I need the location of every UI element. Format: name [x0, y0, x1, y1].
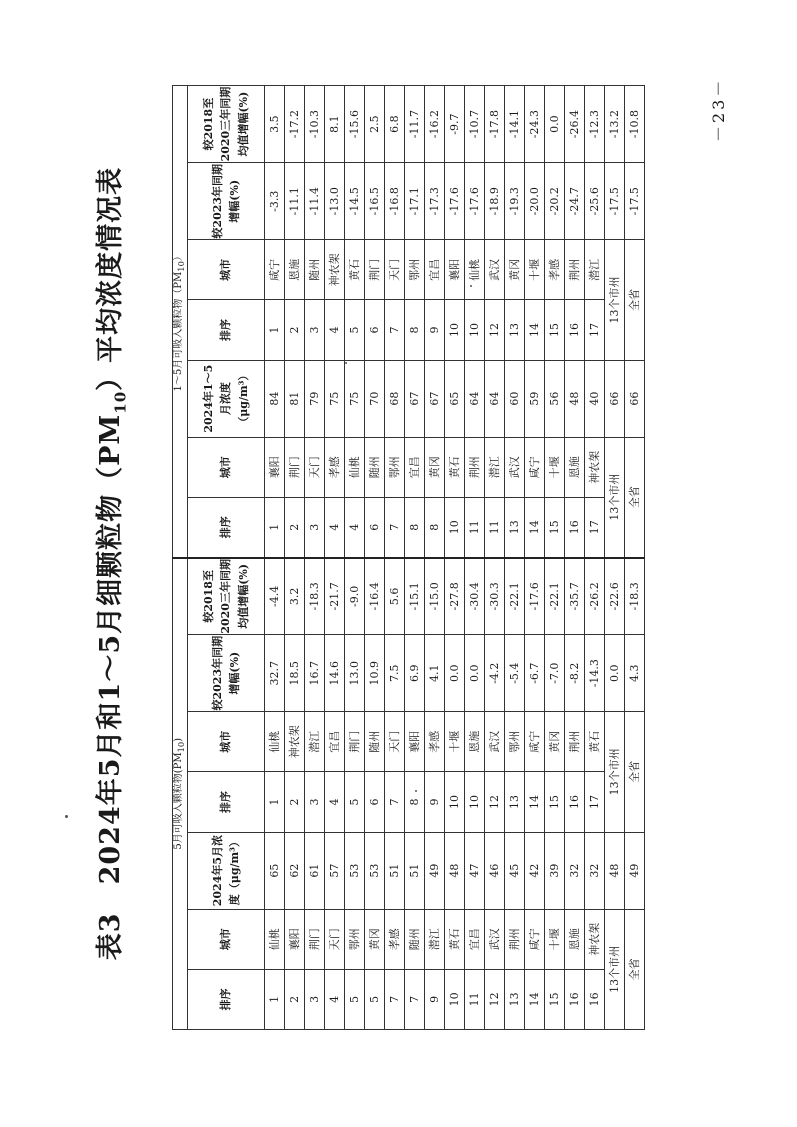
- city-cell: 鄂州: [505, 712, 525, 772]
- table-title: 表3 2024年5月和1～5月细颗粒物$(PM_{10})$平均浓度情况表: [95, 166, 130, 961]
- yoy-change-cell: -3.3: [265, 163, 285, 240]
- table-row: [385, 86, 405, 1030]
- city-cell: 仙桃: [265, 712, 285, 772]
- rank-cell: 3: [305, 497, 325, 557]
- concentration-cell: 48: [605, 832, 625, 909]
- city-cell: 潜江: [485, 437, 505, 497]
- yoy-change-cell: -14.5: [345, 163, 365, 240]
- rank-cell: 13: [505, 300, 525, 360]
- city-cell: 黄冈: [365, 909, 385, 969]
- rank-cell: 12: [485, 772, 505, 832]
- rank-cell: 7: [385, 497, 405, 557]
- rank-cell: 8: [405, 772, 425, 832]
- city-cell: 荆门: [365, 240, 385, 300]
- yoy-change-cell: 32.7: [265, 635, 285, 712]
- concentration-cell: 61: [305, 832, 325, 909]
- base-change-cell: -30.3: [485, 558, 505, 635]
- header-rank: 排序: [188, 969, 265, 1029]
- yoy-change-cell: -4.2: [485, 635, 505, 712]
- rank-cell: 16: [585, 969, 605, 1029]
- summary-label: 13个市州: [605, 437, 625, 557]
- concentration-cell: 40: [585, 360, 605, 437]
- base-change-cell: -30.4: [465, 558, 485, 635]
- header-yoy: 较2023年同期增幅(%): [188, 163, 265, 240]
- table-row: [585, 86, 605, 1030]
- concentration-cell: 67: [405, 360, 425, 437]
- header-rank: 排序: [188, 300, 265, 360]
- rank-cell: 14: [525, 969, 545, 1029]
- base-change-cell: -27.8: [445, 558, 465, 635]
- concentration-cell: 59: [525, 360, 545, 437]
- rank-cell: 1: [265, 300, 285, 360]
- rank-cell: 5: [345, 969, 365, 1029]
- yoy-change-cell: -14.3: [585, 635, 605, 712]
- base-change-cell: -22.1: [505, 558, 525, 635]
- yoy-change-cell: 6.9: [405, 635, 425, 712]
- rank-cell: 4: [325, 969, 345, 1029]
- base-change-cell: -16.2: [425, 86, 445, 163]
- city-cell: 襄阳: [445, 240, 465, 300]
- city-cell: 武汉: [505, 437, 525, 497]
- header-base: 较2018至2020三年同期均值增幅(%): [188, 558, 265, 635]
- table-row: [345, 86, 365, 1030]
- summary-row: [605, 86, 625, 1030]
- city-cell: 十堰: [545, 909, 565, 969]
- city-cell: 黄冈: [505, 240, 525, 300]
- table-row: [565, 86, 585, 1030]
- yoy-change-cell: 0.0: [465, 635, 485, 712]
- rank-cell: 3: [305, 772, 325, 832]
- city-cell: 潜江: [585, 240, 605, 300]
- rank-cell: 16: [565, 497, 585, 557]
- rank-cell: 3: [305, 969, 325, 1029]
- rank-cell: 9: [425, 772, 445, 832]
- rank-cell: 12: [485, 969, 505, 1029]
- rank-cell: 12: [485, 300, 505, 360]
- yoy-change-cell: 0.0: [445, 635, 465, 712]
- city-cell: 潜江: [305, 712, 325, 772]
- rank-cell: 17: [585, 497, 605, 557]
- yoy-change-cell: -17.5: [625, 163, 645, 240]
- city-cell: 黄石: [445, 437, 465, 497]
- city-cell: 仙桃: [465, 240, 485, 300]
- city-cell: 宜昌: [425, 240, 445, 300]
- header-conc-ytd: 2024年1～5月浓度（μg/m³）: [188, 360, 265, 437]
- table-row: [485, 86, 505, 1030]
- concentration-cell: 42: [525, 832, 545, 909]
- rank-cell: 10: [445, 300, 465, 360]
- rank-cell: 5: [345, 300, 365, 360]
- base-change-cell: -22.6: [605, 558, 625, 635]
- rank-cell: 8: [405, 497, 425, 557]
- rank-cell: 10: [465, 300, 485, 360]
- city-cell: 黄石: [585, 712, 605, 772]
- city-cell: 神农架: [285, 712, 305, 772]
- rank-cell: 9: [425, 300, 445, 360]
- base-change-cell: -10.8: [625, 86, 645, 163]
- rank-cell: 10: [445, 497, 465, 557]
- concentration-cell: 57: [325, 832, 345, 909]
- city-cell: 孝感: [425, 712, 445, 772]
- yoy-change-cell: -7.0: [545, 635, 565, 712]
- city-cell: 宜昌: [405, 437, 425, 497]
- city-cell: 鄂州: [385, 437, 405, 497]
- city-cell: 神农架: [325, 240, 345, 300]
- table-row: [545, 86, 565, 1030]
- concentration-cell: 49: [625, 832, 645, 909]
- city-cell: 咸宁: [525, 437, 545, 497]
- rank-cell: 14: [525, 300, 545, 360]
- city-cell: 荆门: [305, 909, 325, 969]
- city-cell: 黄石: [445, 909, 465, 969]
- base-change-cell: 5.6: [385, 558, 405, 635]
- rank-cell: 10: [445, 969, 465, 1029]
- pm10-table: [172, 85, 645, 1030]
- yoy-change-cell: -17.5: [605, 163, 625, 240]
- yoy-change-cell: -17.6: [465, 163, 485, 240]
- yoy-change-cell: -13.0: [325, 163, 345, 240]
- rank-cell: 13: [505, 969, 525, 1029]
- yoy-change-cell: -16.5: [365, 163, 385, 240]
- city-cell: 武汉: [485, 909, 505, 969]
- yoy-change-cell: 4.1: [425, 635, 445, 712]
- city-cell: 十堰: [545, 437, 565, 497]
- concentration-cell: 32: [585, 832, 605, 909]
- rank-cell: 4: [325, 772, 345, 832]
- concentration-cell: 75: [325, 360, 345, 437]
- concentration-cell: 64: [485, 360, 505, 437]
- city-cell: 孝感: [325, 437, 345, 497]
- yoy-change-cell: -17.1: [405, 163, 425, 240]
- base-change-cell: -9.0: [345, 558, 365, 635]
- concentration-cell: 51: [385, 832, 405, 909]
- summary-label: 13个市州: [605, 240, 625, 360]
- rank-cell: 10: [445, 772, 465, 832]
- rank-cell: 9: [425, 969, 445, 1029]
- table-row: [425, 86, 445, 1030]
- rank-cell: 7: [405, 969, 425, 1029]
- summary-label: 13个市州: [605, 712, 625, 832]
- base-change-cell: 0.0: [545, 86, 565, 163]
- concentration-cell: 53: [345, 832, 365, 909]
- city-cell: 神农架: [585, 909, 605, 969]
- rank-cell: 17: [585, 300, 605, 360]
- concentration-cell: 46: [485, 832, 505, 909]
- city-cell: 武汉: [485, 712, 505, 772]
- rank-cell: 5: [345, 772, 365, 832]
- city-cell: 武汉: [485, 240, 505, 300]
- summary-label: 13个市州: [605, 909, 625, 1029]
- concentration-cell: 48: [565, 360, 585, 437]
- table-row: [505, 86, 525, 1030]
- base-change-cell: 3.2: [285, 558, 305, 635]
- city-cell: 恩施: [285, 240, 305, 300]
- city-cell: 黄冈: [425, 437, 445, 497]
- rank-cell: 16: [565, 772, 585, 832]
- city-cell: 天门: [385, 712, 405, 772]
- yoy-change-cell: -20.0: [525, 163, 545, 240]
- city-cell: 咸宁: [525, 712, 545, 772]
- header-rank: 排序: [188, 772, 265, 832]
- rank-cell: 13: [505, 497, 525, 557]
- rank-cell: 1: [265, 497, 285, 557]
- base-change-cell: -11.7: [405, 86, 425, 163]
- rank-cell: 15: [545, 772, 565, 832]
- concentration-cell: 51: [405, 832, 425, 909]
- rank-cell: 2: [285, 969, 305, 1029]
- table-row: [305, 86, 325, 1030]
- city-cell: 天门: [385, 240, 405, 300]
- header-yoy: 较2023年同期增幅(%): [188, 635, 265, 712]
- rank-cell: 2: [285, 497, 305, 557]
- rank-cell: 8: [425, 497, 445, 557]
- city-cell: 宜昌: [465, 909, 485, 969]
- base-change-cell: -22.1: [545, 558, 565, 635]
- yoy-change-cell: 0.0: [605, 635, 625, 712]
- header-rank: 排序: [188, 497, 265, 557]
- base-change-cell: -17.8: [485, 86, 505, 163]
- city-cell: 仙桃: [265, 909, 285, 969]
- base-change-cell: 8.1: [325, 86, 345, 163]
- yoy-change-cell: 16.7: [305, 635, 325, 712]
- rank-cell: 1: [265, 969, 285, 1029]
- rank-cell: 4: [345, 497, 365, 557]
- yoy-change-cell: -17.3: [425, 163, 445, 240]
- base-change-cell: -12.3: [585, 86, 605, 163]
- base-change-cell: -26.2: [585, 558, 605, 635]
- concentration-cell: 45: [505, 832, 525, 909]
- yoy-change-cell: -17.6: [445, 163, 465, 240]
- rank-cell: 17: [585, 772, 605, 832]
- yoy-change-cell: -6.7: [525, 635, 545, 712]
- concentration-cell: 67: [425, 360, 445, 437]
- base-change-cell: -18.3: [625, 558, 645, 635]
- base-change-cell: -17.2: [285, 86, 305, 163]
- yoy-change-cell: 18.5: [285, 635, 305, 712]
- rank-cell: 15: [545, 300, 565, 360]
- yoy-change-cell: -20.2: [545, 163, 565, 240]
- yoy-change-cell: 13.0: [345, 635, 365, 712]
- base-change-cell: -10.7: [465, 86, 485, 163]
- rank-cell: 8: [405, 300, 425, 360]
- concentration-cell: 66: [605, 360, 625, 437]
- summary-label: 全省: [625, 712, 645, 832]
- rank-cell: 7: [385, 772, 405, 832]
- header-city: 城市: [188, 909, 265, 969]
- city-cell: 十堰: [525, 240, 545, 300]
- city-cell: 荆州: [465, 437, 485, 497]
- rank-cell: 7: [385, 969, 405, 1029]
- base-change-cell: -24.3: [525, 86, 545, 163]
- rank-cell: 6: [365, 300, 385, 360]
- rank-cell: 13: [505, 772, 525, 832]
- concentration-cell: 56: [545, 360, 565, 437]
- city-cell: 宜昌: [325, 712, 345, 772]
- base-change-cell: 3.5: [265, 86, 285, 163]
- city-cell: 仙桃: [345, 437, 365, 497]
- city-cell: 神农架: [585, 437, 605, 497]
- yoy-change-cell: 7.5: [385, 635, 405, 712]
- city-cell: 荆州: [565, 240, 585, 300]
- yoy-change-cell: -24.7: [565, 163, 585, 240]
- concentration-cell: 53: [365, 832, 385, 909]
- table-row: [365, 86, 385, 1030]
- concentration-cell: 66: [625, 360, 645, 437]
- city-cell: 鄂州: [405, 240, 425, 300]
- rank-cell: 1: [265, 772, 285, 832]
- rank-cell: 6: [365, 497, 385, 557]
- group-header-row: [173, 86, 188, 1030]
- yoy-change-cell: -18.9: [485, 163, 505, 240]
- city-cell: 荆门: [345, 712, 365, 772]
- city-cell: 恩施: [565, 437, 585, 497]
- rank-cell: 11: [465, 969, 485, 1029]
- city-cell: 鄂州: [345, 909, 365, 969]
- table-row: [445, 86, 465, 1030]
- yoy-change-cell: -11.4: [305, 163, 325, 240]
- base-change-cell: -18.3: [305, 558, 325, 635]
- base-change-cell: -21.7: [325, 558, 345, 635]
- city-cell: 潜江: [425, 909, 445, 969]
- rank-cell: 5: [365, 969, 385, 1029]
- rank-cell: 6: [365, 772, 385, 832]
- base-change-cell: -14.1: [505, 86, 525, 163]
- base-change-cell: -4.4: [265, 558, 285, 635]
- city-cell: 十堰: [445, 712, 465, 772]
- city-cell: 随州: [365, 712, 385, 772]
- base-change-cell: 2.5: [365, 86, 385, 163]
- table-row: [265, 86, 285, 1030]
- base-change-cell: 6.8: [385, 86, 405, 163]
- concentration-cell: 79: [305, 360, 325, 437]
- city-cell: 随州: [405, 909, 425, 969]
- table-row: [465, 86, 485, 1030]
- column-header-row: [188, 86, 265, 1030]
- city-cell: 襄阳: [285, 909, 305, 969]
- city-cell: 孝感: [545, 240, 565, 300]
- summary-row: [625, 86, 645, 1030]
- rank-cell: 14: [525, 497, 545, 557]
- base-change-cell: -10.3: [305, 86, 325, 163]
- header-city: 城市: [188, 712, 265, 772]
- base-change-cell: -13.2: [605, 86, 625, 163]
- yoy-change-cell: 4.3: [625, 635, 645, 712]
- concentration-cell: 60: [505, 360, 525, 437]
- concentration-cell: 64: [465, 360, 485, 437]
- concentration-cell: 39: [545, 832, 565, 909]
- header-city: 城市: [188, 437, 265, 497]
- concentration-cell: 32: [565, 832, 585, 909]
- city-cell: 随州: [365, 437, 385, 497]
- concentration-cell: 47: [465, 832, 485, 909]
- yoy-change-cell: -16.8: [385, 163, 405, 240]
- rank-cell: 2: [285, 772, 305, 832]
- city-cell: 恩施: [465, 712, 485, 772]
- city-cell: 襄阳: [265, 437, 285, 497]
- concentration-cell: 48: [445, 832, 465, 909]
- yoy-change-cell: -8.2: [565, 635, 585, 712]
- summary-label: 全省: [625, 437, 645, 557]
- yoy-change-cell: -19.3: [505, 163, 525, 240]
- yoy-change-cell: -5.4: [505, 635, 525, 712]
- table-row: [285, 86, 305, 1030]
- rank-cell: 4: [325, 497, 345, 557]
- concentration-cell: 65: [265, 832, 285, 909]
- rank-cell: 15: [545, 969, 565, 1029]
- city-cell: 孝感: [385, 909, 405, 969]
- rank-cell: 3: [305, 300, 325, 360]
- city-cell: 天门: [325, 909, 345, 969]
- summary-label: 全省: [625, 240, 645, 360]
- city-cell: 随州: [305, 240, 325, 300]
- yoy-change-cell: 14.6: [325, 635, 345, 712]
- concentration-cell: 49: [425, 832, 445, 909]
- city-cell: 荆州: [505, 909, 525, 969]
- rank-cell: 4: [325, 300, 345, 360]
- city-cell: 咸宁: [265, 240, 285, 300]
- concentration-cell: 75: [345, 360, 365, 437]
- base-change-cell: -26.4: [565, 86, 585, 163]
- concentration-cell: 68: [385, 360, 405, 437]
- city-cell: 黄冈: [545, 712, 565, 772]
- rank-cell: 16: [565, 300, 585, 360]
- base-change-cell: -15.0: [425, 558, 445, 635]
- header-conc-may: 2024年5月浓度（μg/m³）: [188, 832, 265, 909]
- base-change-cell: -15.6: [345, 86, 365, 163]
- yoy-change-cell: -25.6: [585, 163, 605, 240]
- rank-cell: 2: [285, 300, 305, 360]
- base-change-cell: -9.7: [445, 86, 465, 163]
- rank-cell: 15: [545, 497, 565, 557]
- table-row: [525, 86, 545, 1030]
- rank-cell: 10: [465, 772, 485, 832]
- page-number: －23－: [709, 77, 728, 142]
- concentration-cell: 81: [285, 360, 305, 437]
- city-cell: 黄石: [345, 240, 365, 300]
- rank-cell: 16: [565, 969, 585, 1029]
- concentration-cell: 84: [265, 360, 285, 437]
- group-header-may: 5月可吸入颗粒物$(PM_{10})$: [173, 558, 188, 1030]
- concentration-cell: 62: [285, 832, 305, 909]
- yoy-change-cell: 10.9: [365, 635, 385, 712]
- table-row: [405, 86, 425, 1030]
- base-change-cell: -17.6: [525, 558, 545, 635]
- base-change-cell: -16.4: [365, 558, 385, 635]
- city-cell: 襄阳: [405, 712, 425, 772]
- group-header-ytd: 1～5月可吸入颗粒物$(PM_{10})$: [173, 86, 188, 558]
- concentration-cell: 65: [445, 360, 465, 437]
- header-city: 城市: [188, 240, 265, 300]
- rank-cell: 11: [485, 497, 505, 557]
- rank-cell: 11: [465, 497, 485, 557]
- rank-cell: 7: [385, 300, 405, 360]
- summary-label: 全省: [625, 909, 645, 1029]
- rank-cell: 14: [525, 772, 545, 832]
- city-cell: 荆门: [285, 437, 305, 497]
- yoy-change-cell: -11.1: [285, 163, 305, 240]
- city-cell: 咸宁: [525, 909, 545, 969]
- table-row: [325, 86, 345, 1030]
- city-cell: 荆州: [565, 712, 585, 772]
- base-change-cell: -35.7: [565, 558, 585, 635]
- city-cell: 恩施: [565, 909, 585, 969]
- city-cell: 天门: [305, 437, 325, 497]
- concentration-cell: 70: [365, 360, 385, 437]
- header-base: 较2018至2020三年同期均值增幅(%): [188, 86, 265, 163]
- base-change-cell: -15.1: [405, 558, 425, 635]
